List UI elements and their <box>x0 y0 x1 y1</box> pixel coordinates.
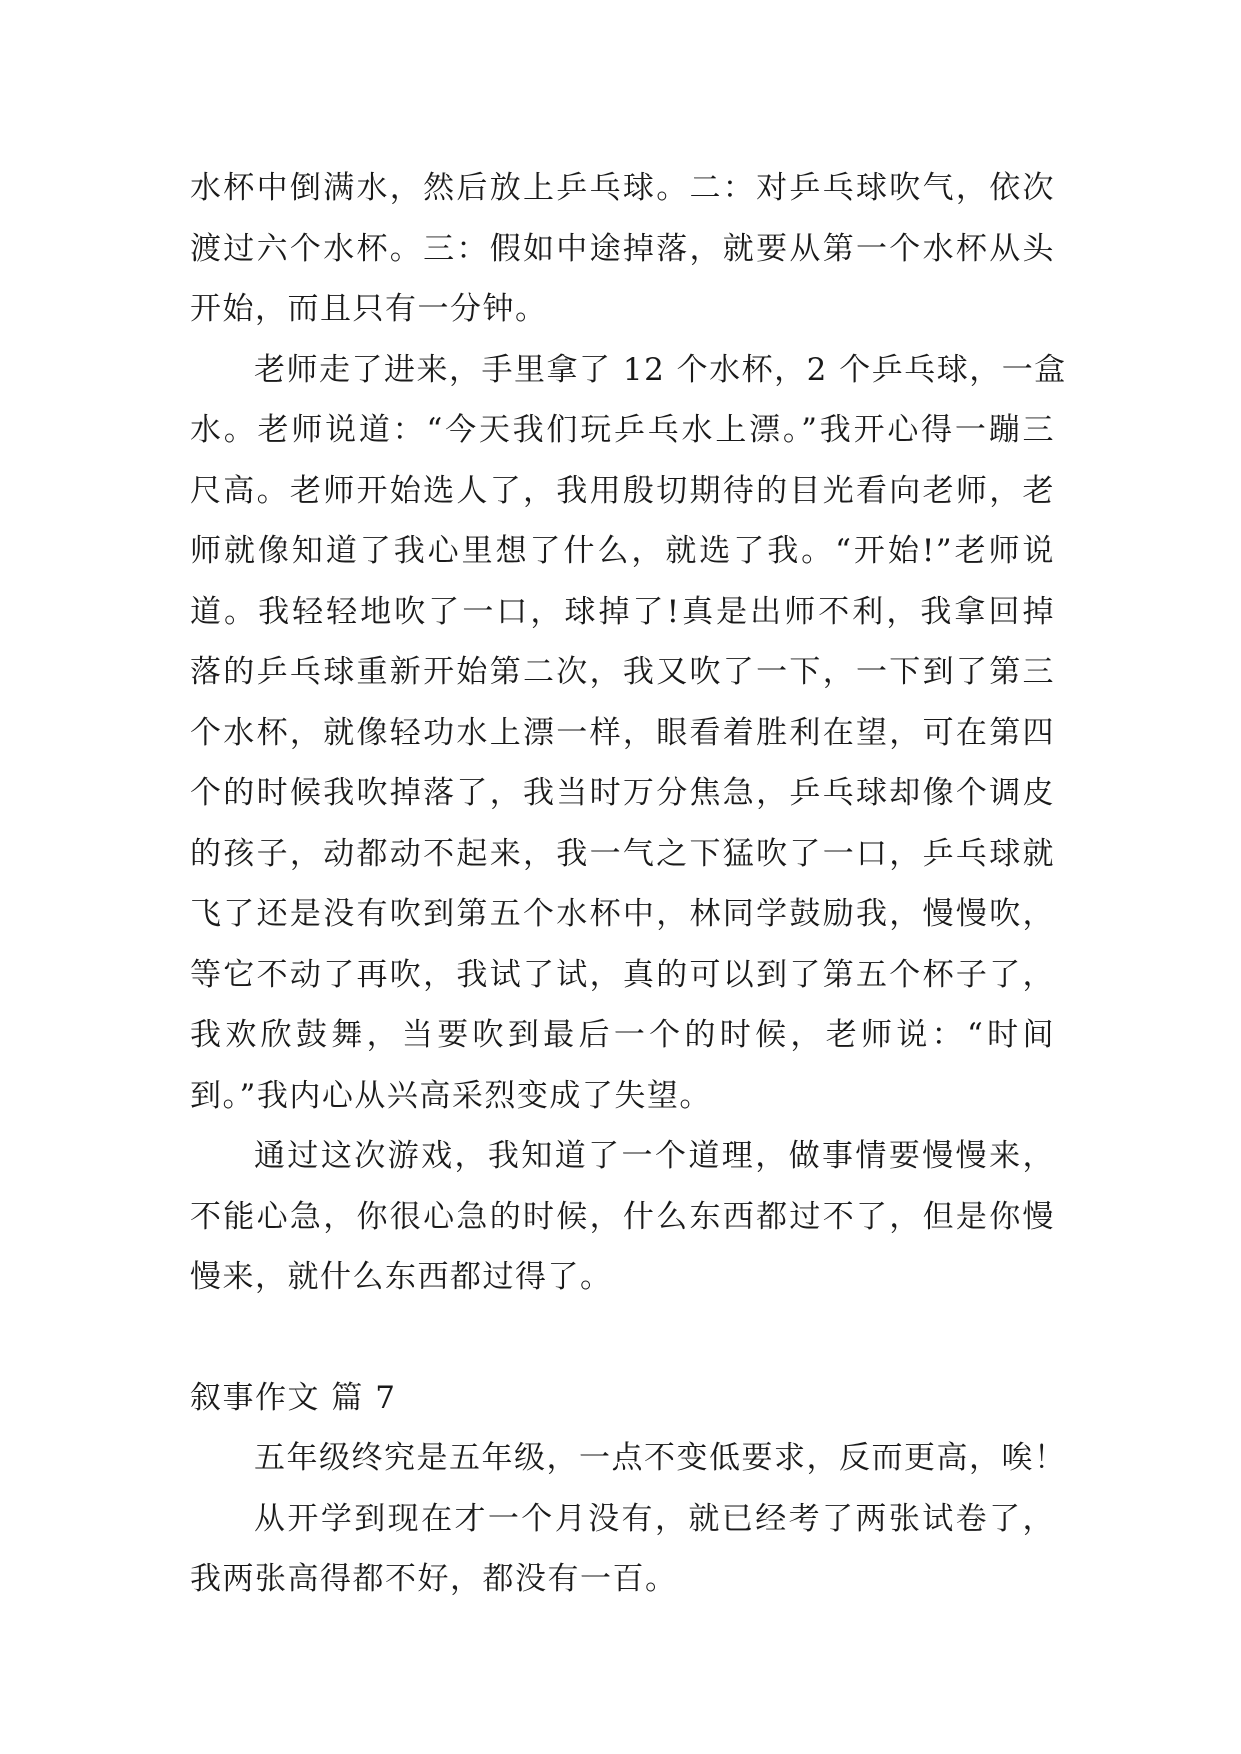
text-line: 道。我轻轻地吹了一口，球掉了!真是出师不利，我拿回掉 <box>190 593 1055 630</box>
text-line: 尺高。老师开始选人了，我用殷切期待的目光看向老师，老 <box>190 472 1055 509</box>
section-heading <box>190 1368 1055 1429</box>
text-line: 通过这次游戏，我知道了一个道理，做事情要慢慢来， <box>254 1138 1055 1174</box>
paragraph-2 <box>190 340 1067 1127</box>
text-line: 个的时候我吹掉落了，我当时万分焦急，乒乓球却像个调皮 <box>190 775 1055 811</box>
text-line: 开始，而且只有一分钟。 <box>190 291 548 327</box>
section-title: 叙事作文 篇 7 <box>190 1379 397 1416</box>
paragraph-3 <box>190 1126 1055 1308</box>
text-line: 不能心急，你很心急的时候，什么东西都过不了，但是你慢 <box>190 1198 1055 1235</box>
text-line: 老师走了进来，手里拿了 12 个水杯，2 个乒乓球，一盒 <box>254 351 1067 388</box>
text-line: 水杯中倒满水，然后放上乒乓球。二：对乒乓球吹气，依次 <box>190 170 1055 206</box>
text-line: 落的乒乓球重新开始第二次，我又吹了一下，一下到了第三 <box>190 654 1055 690</box>
text-line: 水。老师说道：“今天我们玩乒乓水上漂。”我开心得一蹦三 <box>190 412 1055 448</box>
text-line: 我欢欣鼓舞，当要吹到最后一个的时候，老师说：“时间 <box>190 1017 1055 1053</box>
text-line: 等它不动了再吹，我试了试，真的可以到了第五个杯子了， <box>190 956 1055 993</box>
text-line: 到。”我内心从兴高采烈变成了失望。 <box>190 1077 712 1114</box>
paragraph-4 <box>190 1428 1067 1489</box>
text-line: 慢来，就什么东西都过得了。 <box>190 1259 613 1295</box>
paragraph-5 <box>190 1489 1055 1610</box>
text-line: 五年级终究是五年级，一点不变低要求，反而更高，唉！ <box>254 1440 1067 1476</box>
text-line: 师就像知道了我心里想了什么，就选了我。“开始!”老师说 <box>190 533 1055 569</box>
text-line: 我两张高得都不好，都没有一百。 <box>190 1561 678 1597</box>
document-body <box>190 158 1067 1610</box>
paragraph-1 <box>190 158 1055 340</box>
text-line: 个水杯，就像轻功水上漂一样，眼看着胜利在望，可在第四 <box>190 714 1055 751</box>
text-line: 飞了还是没有吹到第五个水杯中，林同学鼓励我，慢慢吹， <box>190 896 1055 932</box>
text-line: 渡过六个水杯。三：假如中途掉落，就要从第一个水杯从头 <box>190 230 1055 267</box>
section-spacer <box>190 1308 1055 1368</box>
text-line: 从开学到现在才一个月没有，就已经考了两张试卷了， <box>254 1500 1055 1537</box>
text-line: 的孩子，动都动不起来，我一气之下猛吹了一口，乒乓球就 <box>190 835 1055 872</box>
